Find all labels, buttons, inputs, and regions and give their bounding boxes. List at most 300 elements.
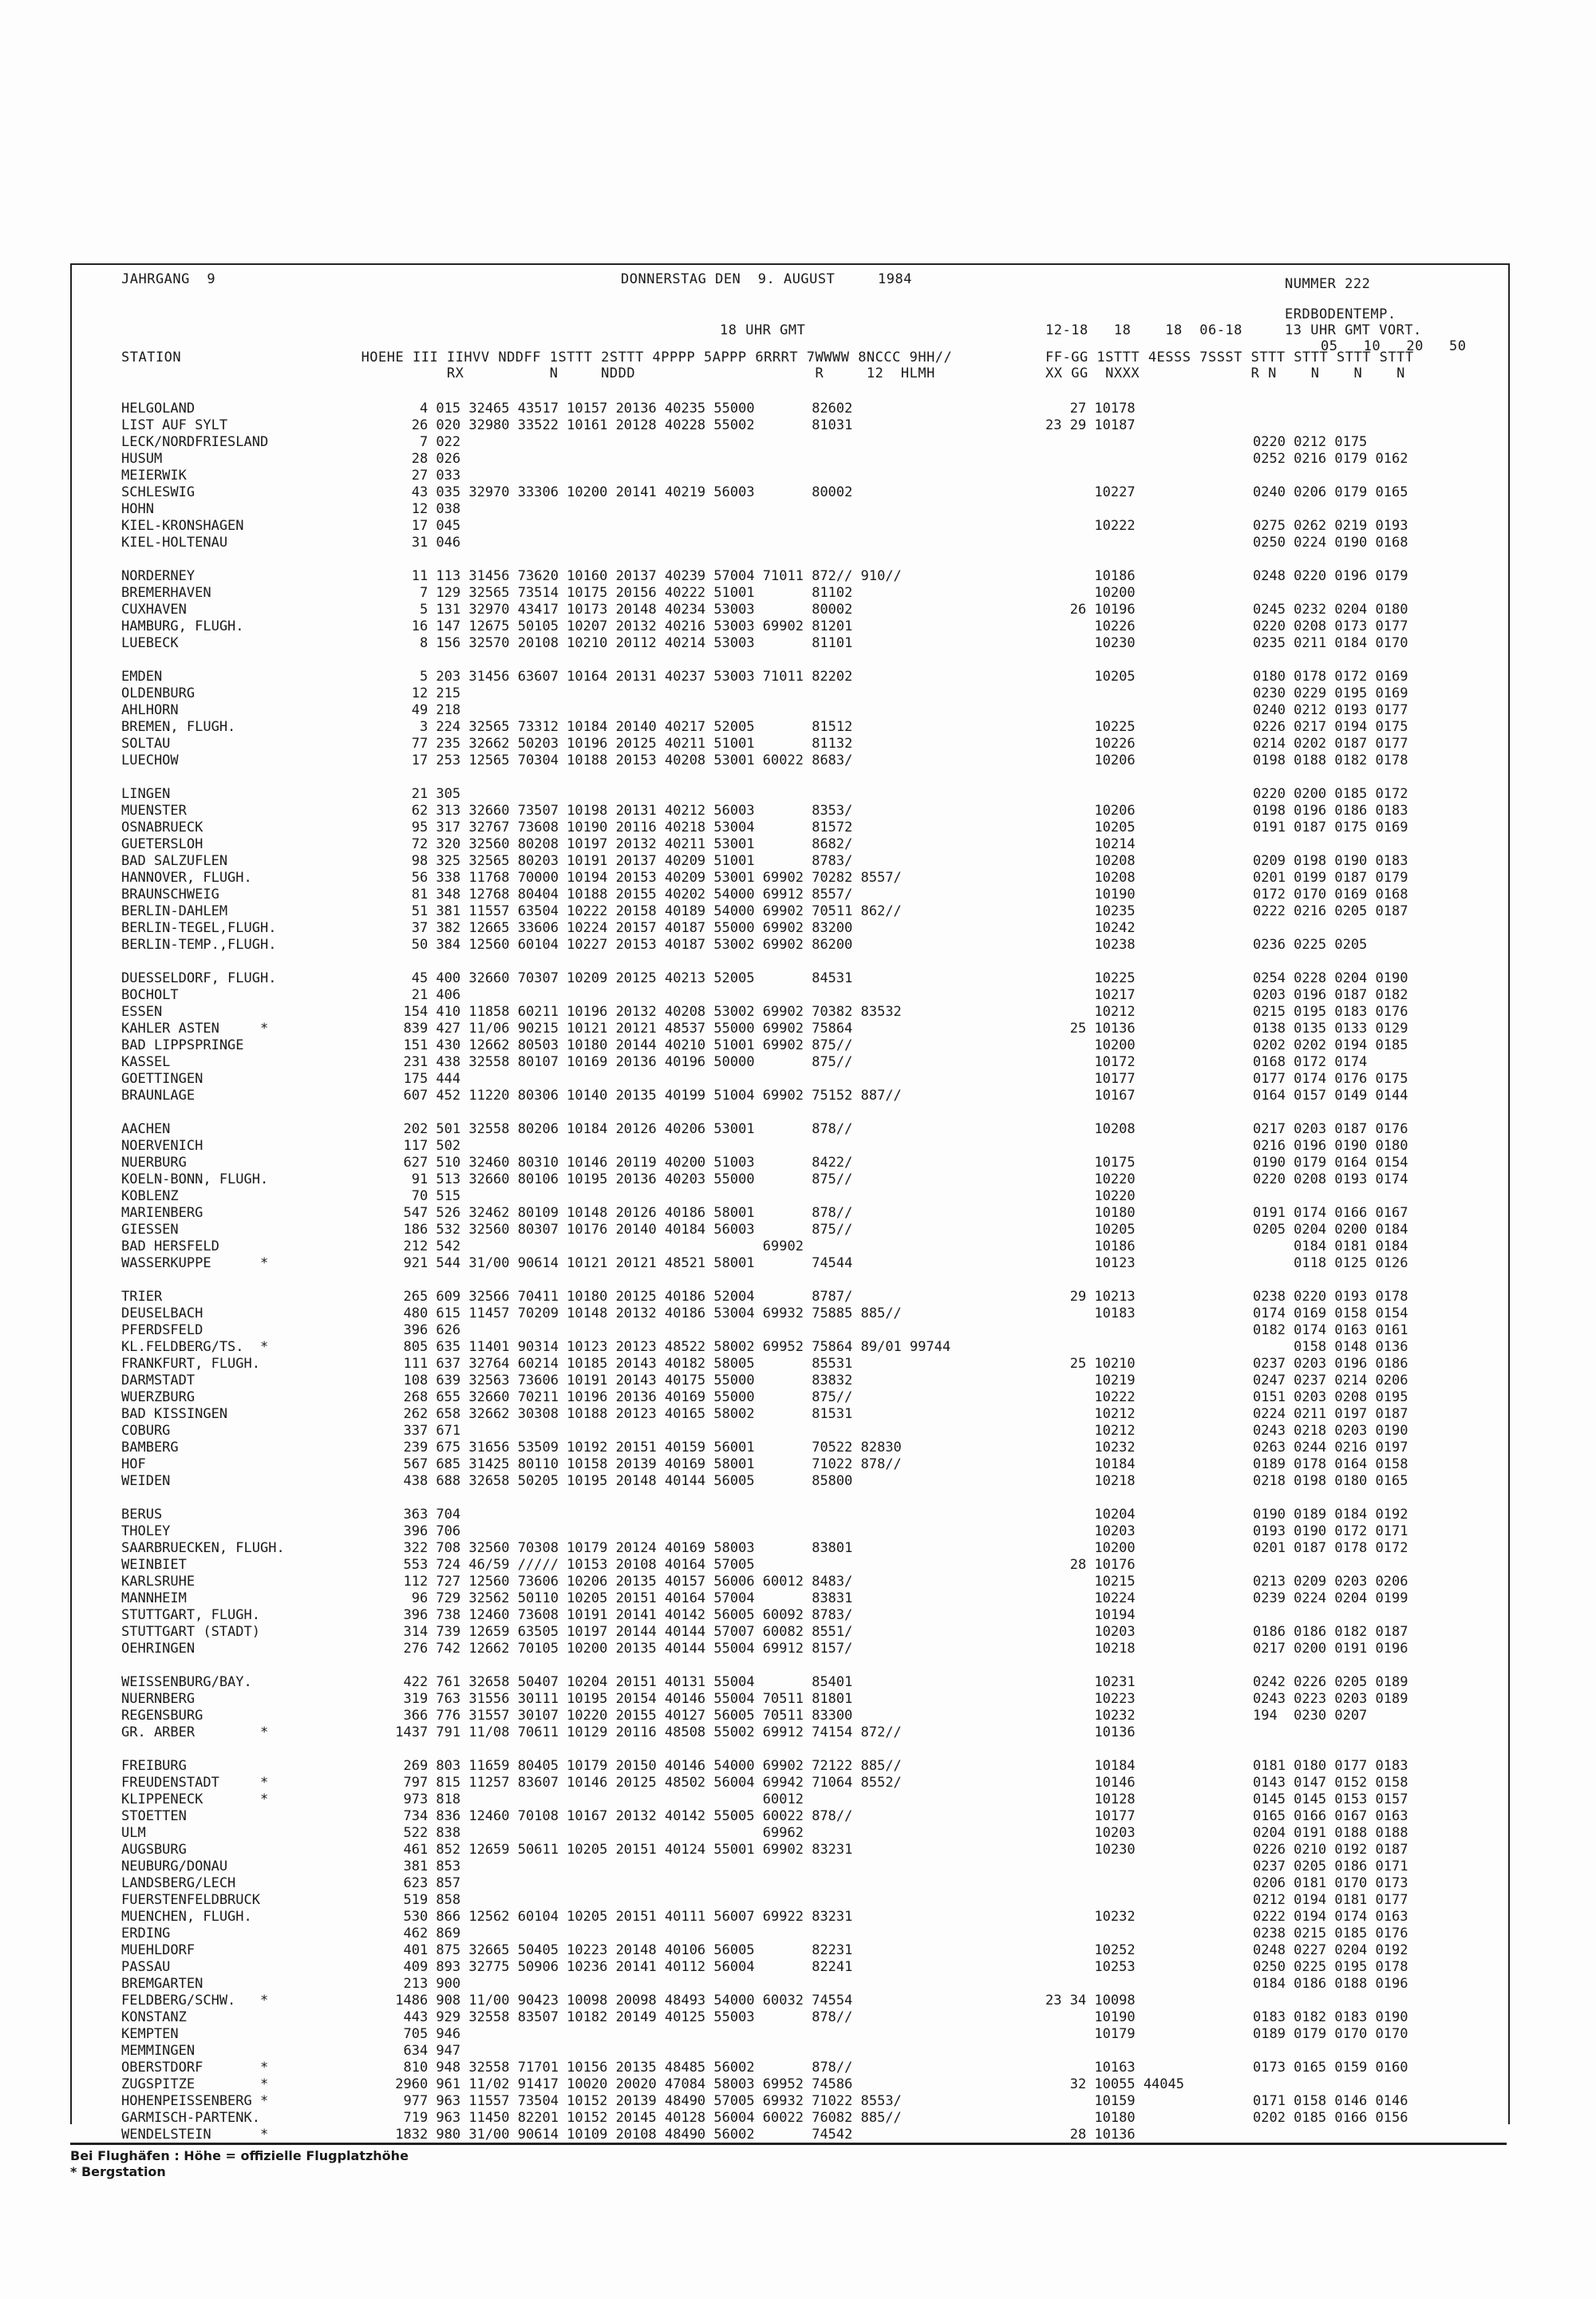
- synop-row: 27 033: [387, 468, 461, 484]
- station-row: KIEL-KRONSHAGEN: [121, 518, 244, 534]
- extreme-row: [1045, 1339, 1181, 1356]
- time-group: 18 UHR GMT: [720, 322, 806, 338]
- synop-row: 70 515: [387, 1188, 461, 1204]
- station-row: KAHLER ASTEN *: [121, 1021, 269, 1037]
- station-row: LIST AUF SYLT: [121, 417, 228, 433]
- column-header-1: STATION HOEHE III IIHVV NDDFF 1STTT 2STTT 4PPPP 5APPP 6RRRT 7WWWW 8NCCC 9HH//: [121, 350, 953, 365]
- synop-row: 16 147 12675 50105 10207 20132 40216 53003 69902 81201: [387, 618, 853, 634]
- extreme-row: 10223: [1045, 1691, 1136, 1707]
- station-row: EMDEN: [121, 669, 163, 685]
- station-row: OSNABRUECK: [121, 820, 203, 835]
- extreme-row: 10212: [1045, 1406, 1136, 1422]
- soil-row: 0177 0174 0176 0175: [1253, 1071, 1408, 1087]
- soil-row: 0230 0229 0195 0169: [1253, 685, 1408, 701]
- station-row: LECK/NORDFRIESLAND: [121, 434, 269, 450]
- extreme-row: 10203: [1045, 1624, 1136, 1640]
- station-row: [121, 652, 385, 669]
- synop-row: 973 818 60012: [387, 1791, 804, 1807]
- footnote-airport: Bei Flughäfen : Höhe = offizielle Flugplatzhöhe: [70, 2148, 409, 2163]
- soil-row: 0242 0226 0205 0189: [1253, 1674, 1408, 1690]
- station-row: AACHEN: [121, 1121, 171, 1137]
- extreme-row: 10220: [1045, 1171, 1136, 1187]
- report-number: NUMMER 222: [1285, 276, 1371, 292]
- soil-row: 0237 0203 0196 0186: [1253, 1356, 1408, 1372]
- extreme-row: 10217: [1045, 987, 1136, 1003]
- station-row: WEIDEN: [121, 1473, 171, 1489]
- station-row: FRANKFURT, FLUGH.: [121, 1356, 260, 1372]
- soil-row: 0165 0166 0167 0163: [1253, 1808, 1408, 1824]
- extreme-row: 10177: [1045, 1808, 1136, 1824]
- soil-row: 0263 0244 0216 0197: [1253, 1440, 1408, 1456]
- station-row: HANNOVER, FLUGH.: [121, 870, 252, 886]
- station-column: [121, 401, 385, 2143]
- extreme-row: 10252: [1045, 1942, 1136, 1958]
- soil-row: [1253, 2043, 1492, 2060]
- extreme-row: [1045, 786, 1181, 803]
- soil-row: 0184 0181 0184: [1253, 1238, 1408, 1254]
- station-row: BERUS: [121, 1507, 163, 1523]
- extreme-row: [1045, 702, 1181, 719]
- soil-row: 0180 0178 0172 0169: [1253, 669, 1408, 685]
- extreme-row: 10230: [1045, 635, 1136, 651]
- synop-row: 31 046: [387, 535, 461, 551]
- extreme-row: 10203: [1045, 1523, 1136, 1539]
- synop-row: 519 858: [387, 1892, 461, 1908]
- soil-row: 0209 0198 0190 0183: [1253, 853, 1408, 869]
- synop-row: 50 384 12560 60104 10227 20153 40187 53002 69902 86200: [387, 937, 853, 953]
- extreme-row: [1045, 954, 1181, 970]
- synop-row: 96 729 32562 50110 10205 20151 40164 57004 83831: [387, 1590, 853, 1606]
- soil-row: 0193 0190 0172 0171: [1253, 1523, 1408, 1539]
- station-row: KOBLENZ: [121, 1188, 179, 1204]
- soil-row: 0248 0220 0196 0179: [1253, 568, 1408, 584]
- extreme-row: 23 34 10098: [1045, 1993, 1136, 2009]
- station-row: WASSERKUPPE *: [121, 1255, 269, 1271]
- soil-row: 0275 0262 0219 0193: [1253, 518, 1408, 534]
- station-row: OLDENBURG: [121, 685, 196, 701]
- synop-row: 396 706: [387, 1523, 461, 1539]
- soil-row: 0224 0211 0197 0187: [1253, 1406, 1408, 1422]
- soil-row: 0220 0200 0185 0172: [1253, 786, 1408, 802]
- jahrgang: JAHRGANG 9: [121, 271, 216, 287]
- soil-row: 0220 0208 0173 0177: [1253, 618, 1408, 634]
- extreme-row: 10235: [1045, 903, 1136, 919]
- synop-row: 98 325 32565 80203 10191 20137 40209 51001 8783/: [387, 853, 853, 869]
- extreme-row: 10225: [1045, 970, 1136, 986]
- soil-row: [1253, 1607, 1492, 1624]
- extreme-row: 10222: [1045, 1389, 1136, 1405]
- soil-row: [1253, 501, 1492, 518]
- extreme-row: 10206: [1045, 803, 1136, 819]
- extreme-row: 10231: [1045, 1674, 1136, 1690]
- synop-row: 977 963 11557 73504 10152 20139 48490 57005 69932 71022 8553/: [387, 2093, 902, 2109]
- synop-row: 810 948 32558 71701 10156 20135 48485 56002 878//: [387, 2060, 853, 2076]
- station-row: LUEBECK: [121, 635, 179, 651]
- soil-row: 0252 0216 0179 0162: [1253, 451, 1408, 467]
- soil-row: 0222 0216 0205 0187: [1253, 903, 1408, 919]
- synop-row: 81 348 12768 80404 10188 20155 40202 54000 69912 8557/: [387, 887, 853, 903]
- extreme-row: [1045, 468, 1181, 484]
- synop-row: 381 853: [387, 1859, 461, 1874]
- soil-depths: 05 10 20 50: [1321, 338, 1467, 354]
- soil-row: [1253, 652, 1492, 669]
- soil-row: 0189 0179 0170 0170: [1253, 2026, 1408, 2042]
- soil-row: [1253, 1272, 1492, 1289]
- station-row: CUXHAVEN: [121, 602, 187, 618]
- synop-row: 461 852 12659 50611 10205 20151 40124 55001 69902 83231: [387, 1842, 853, 1858]
- station-row: LUECHOW: [121, 753, 179, 768]
- station-row: GR. ARBER *: [121, 1724, 269, 1740]
- extreme-row: 10253: [1045, 1959, 1136, 1975]
- station-row: NUERNBERG: [121, 1691, 196, 1707]
- extreme-row: 10218: [1045, 1473, 1136, 1489]
- station-row: MUENSTER: [121, 803, 187, 819]
- station-row: THOLEY: [121, 1523, 171, 1539]
- station-row: BRAUNLAGE: [121, 1088, 196, 1104]
- synop-row: 212 542 69902: [387, 1238, 804, 1254]
- station-row: MARIENBERG: [121, 1205, 203, 1221]
- station-row: LINGEN: [121, 786, 171, 802]
- station-row: BREMGARTEN: [121, 1976, 203, 1992]
- synop-row: 175 444: [387, 1071, 461, 1087]
- soil-row: 0217 0200 0191 0196: [1253, 1641, 1408, 1657]
- synop-row: 322 708 32560 70308 10179 20124 40169 58003 83801: [387, 1540, 853, 1556]
- synop-row: 705 946: [387, 2026, 461, 2042]
- synop-row: 530 866 12562 60104 10205 20151 40111 56007 69922 83231: [387, 1909, 853, 1925]
- soil-row: 0238 0220 0193 0178: [1253, 1289, 1408, 1305]
- extreme-row: 28 10136: [1045, 2127, 1136, 2143]
- synop-row: 839 427 11/06 90215 10121 20121 48537 55000 69902 75864: [387, 1021, 853, 1037]
- extreme-row: 10214: [1045, 836, 1136, 852]
- synop-row: 607 452 11220 80306 10140 20135 40199 51004 69902 75152 887//: [387, 1088, 902, 1104]
- station-row: [121, 1104, 385, 1121]
- station-row: KONSTANZ: [121, 2009, 187, 2025]
- extreme-row: [1045, 1657, 1181, 1674]
- synop-row: 95 317 32767 73608 10190 20116 40218 53004 81572: [387, 820, 853, 835]
- soil-row: [1253, 920, 1492, 937]
- station-row: GARMISCH-PARTENK.: [121, 2110, 260, 2126]
- extreme-row: 10232: [1045, 1909, 1136, 1925]
- extreme-row: 10208: [1045, 1121, 1136, 1137]
- synop-row: 186 532 32560 80307 10176 20140 40184 56003 875//: [387, 1222, 853, 1238]
- station-row: COBURG: [121, 1423, 171, 1439]
- synop-row: 396 738 12460 73608 10191 20141 40142 56005 60092 8783/: [387, 1607, 853, 1623]
- station-row: BAD KISSINGEN: [121, 1406, 228, 1422]
- station-row: ERDING: [121, 1926, 171, 1942]
- extreme-row: 10136: [1045, 1724, 1136, 1740]
- soil-row: 0226 0217 0194 0175: [1253, 719, 1408, 735]
- extreme-row: [1045, 1138, 1181, 1155]
- synop-row: 112 727 12560 73606 10206 20135 40157 56006 60012 8483/: [387, 1574, 853, 1590]
- extreme-row: [1045, 685, 1181, 702]
- synop-row: 8 156 32570 20108 10210 20112 40214 53003 81101: [387, 635, 853, 651]
- station-row: HUSUM: [121, 451, 163, 467]
- station-row: SOLTAU: [121, 736, 171, 752]
- synop-row: 111 637 32764 60214 10185 20143 40182 58005 85531: [387, 1356, 853, 1372]
- synop-row: 396 626: [387, 1322, 461, 1338]
- station-row: ZUGSPITZE *: [121, 2076, 269, 2092]
- station-row: HOF: [121, 1456, 146, 1472]
- synop-row: 366 776 31557 30107 10220 20155 40127 56005 70511 83300: [387, 1708, 853, 1724]
- synop-row: 72 320 32560 80208 10197 20132 40211 53001 8682/: [387, 836, 853, 852]
- synop-row: 337 671: [387, 1423, 461, 1439]
- extreme-row: 10175: [1045, 1155, 1136, 1171]
- station-row: BERLIN-TEMP.,FLUGH.: [121, 937, 277, 953]
- soil-row: [1253, 1104, 1492, 1121]
- soil-row: 0213 0209 0203 0206: [1253, 1574, 1408, 1590]
- extreme-row: [1045, 551, 1181, 568]
- extreme-row: 10218: [1045, 1641, 1136, 1657]
- soil-row: 0138 0135 0133 0129: [1253, 1021, 1408, 1037]
- soil-row: 0201 0199 0187 0179: [1253, 870, 1408, 886]
- extreme-row: 10225: [1045, 719, 1136, 735]
- extreme-row: 10226: [1045, 736, 1136, 752]
- extreme-header-2: FF-GG 1STTT 4ESSS 7SSST STTT STTT STTT STTT: [1045, 350, 1414, 365]
- station-row: SCHLESWIG: [121, 484, 196, 500]
- soil-row: [1253, 954, 1492, 970]
- soil-row: 0143 0147 0152 0158: [1253, 1775, 1408, 1791]
- soil-row: [1253, 1993, 1492, 2009]
- station-row: WEINBIET: [121, 1557, 187, 1573]
- synop-row: 276 742 12662 70105 10200 20135 40144 55004 69912 8157/: [387, 1641, 853, 1657]
- soil-row: 0220 0212 0175: [1253, 434, 1368, 450]
- station-row: REGENSBURG: [121, 1708, 203, 1724]
- extreme-row: 10172: [1045, 1054, 1136, 1070]
- synop-row: 117 502: [387, 1138, 461, 1154]
- soil-row: 0186 0186 0182 0187: [1253, 1624, 1408, 1640]
- station-row: PFERDSFELD: [121, 1322, 203, 1338]
- soil-row: 0191 0187 0175 0169: [1253, 820, 1408, 835]
- station-row: OBERSTDORF *: [121, 2060, 269, 2076]
- station-row: [121, 1490, 385, 1507]
- soil-row: [1253, 2076, 1492, 2093]
- extreme-row: 10222: [1045, 518, 1136, 534]
- station-row: DEUSELBACH: [121, 1306, 203, 1321]
- station-row: LANDSBERG/LECH: [121, 1875, 236, 1891]
- synop-row: 17 253 12565 70304 10188 20153 40208 53001 60022 8683/: [387, 753, 853, 768]
- soil-row: 0248 0227 0204 0192: [1253, 1942, 1408, 1958]
- extreme-row: [1045, 1892, 1181, 1909]
- station-row: MEMMINGEN: [121, 2043, 196, 2059]
- station-row: WENDELSTEIN *: [121, 2127, 269, 2143]
- synop-row: 21 406: [387, 987, 461, 1003]
- soil-row: 0240 0206 0179 0165: [1253, 484, 1408, 500]
- station-row: HOHENPEISSENBERG *: [121, 2093, 269, 2109]
- station-row: BAD SALZUFLEN: [121, 853, 228, 869]
- soil-row: [1253, 585, 1492, 602]
- extreme-row: 10204: [1045, 1507, 1136, 1523]
- soil-row: [1253, 1657, 1492, 1674]
- extreme-row: 10200: [1045, 585, 1136, 601]
- soil-row: 0240 0212 0193 0177: [1253, 702, 1408, 718]
- extreme-row: 10167: [1045, 1088, 1136, 1104]
- soil-row: [1253, 769, 1492, 786]
- station-row: PASSAU: [121, 1959, 171, 1975]
- station-row: MEIERWIK: [121, 468, 187, 484]
- soil-row: 0215 0195 0183 0176: [1253, 1004, 1408, 1020]
- soil-row: 0151 0203 0208 0195: [1253, 1389, 1408, 1405]
- extreme-row: 10227: [1045, 484, 1136, 500]
- extreme-row: [1045, 535, 1181, 551]
- synop-row: 239 675 31656 53509 10192 20151 40159 56001 70522 82830: [387, 1440, 902, 1456]
- synop-row: 268 655 32660 70211 10196 20136 40169 55000 875//: [387, 1389, 853, 1405]
- extreme-row: [1045, 451, 1181, 468]
- synop-row: 2960 961 11/02 91417 10020 20020 47084 58003 69952 74586: [387, 2076, 853, 2092]
- synop-row: [387, 1272, 1025, 1289]
- soil-row: 0222 0194 0174 0163: [1253, 1909, 1408, 1925]
- soil-row: 0214 0202 0187 0177: [1253, 736, 1408, 752]
- extreme-row: [1045, 1490, 1181, 1507]
- soil-row: [1253, 551, 1492, 568]
- soil-row: 0218 0198 0180 0165: [1253, 1473, 1408, 1489]
- synop-row: 422 761 32658 50407 10204 20151 40131 55004 85401: [387, 1674, 853, 1690]
- soil-row: 0182 0174 0163 0161: [1253, 1322, 1408, 1338]
- extreme-row: 32 10055 44045: [1045, 2076, 1184, 2092]
- soil-row: 0250 0224 0190 0168: [1253, 535, 1408, 551]
- extreme-row: 10159: [1045, 2093, 1136, 2109]
- station-row: [121, 769, 385, 786]
- extreme-row: 10220: [1045, 1188, 1136, 1204]
- station-row: BERLIN-TEGEL,FLUGH.: [121, 920, 277, 936]
- station-row: BREMEN, FLUGH.: [121, 719, 236, 735]
- soil-row: 0212 0194 0181 0177: [1253, 1892, 1408, 1908]
- extreme-row: [1045, 1741, 1181, 1758]
- synop-row: 4 015 32465 43517 10157 20136 40235 55000 82602: [387, 401, 853, 417]
- soil-row: [1253, 1490, 1492, 1507]
- synop-row: [387, 1657, 1025, 1674]
- extreme-header-1: 12-18 18 18 06-18: [1045, 322, 1242, 338]
- synop-row: 62 313 32660 73507 10198 20131 40212 56003 8353/: [387, 803, 853, 819]
- extreme-row: 25 10210: [1045, 1356, 1136, 1372]
- synop-row: 269 803 11659 80405 10179 20150 40146 54000 69902 72122 885//: [387, 1758, 902, 1774]
- extreme-row: 10224: [1045, 1590, 1136, 1606]
- synop-row: 634 947: [387, 2043, 461, 2059]
- synop-row: 56 338 11768 70000 10194 20153 40209 53001 69902 70282 8557/: [387, 870, 902, 886]
- station-row: FREUDENSTADT *: [121, 1775, 269, 1791]
- extreme-row: 10232: [1045, 1708, 1136, 1724]
- soil-row: 0204 0191 0188 0188: [1253, 1825, 1408, 1841]
- synop-row: 108 639 32563 73606 10191 20143 40175 55000 83832: [387, 1373, 853, 1388]
- station-row: AHLHORN: [121, 702, 179, 718]
- station-row: STUTTGART (STADT): [121, 1624, 260, 1640]
- extreme-row: 10163: [1045, 2060, 1136, 2076]
- soil-row: 0254 0228 0204 0190: [1253, 970, 1408, 986]
- weather-table-frame: [70, 263, 1510, 2143]
- soil-row: [1253, 468, 1492, 484]
- soil-row: 0189 0178 0164 0158: [1253, 1456, 1408, 1472]
- extreme-row: 10219: [1045, 1373, 1136, 1388]
- soil-row: 0190 0189 0184 0192: [1253, 1507, 1408, 1523]
- extreme-row: 10177: [1045, 1071, 1136, 1087]
- extreme-row: 10232: [1045, 1440, 1136, 1456]
- synop-row: 480 615 11457 70209 10148 20132 40186 53004 69932 75885 885//: [387, 1306, 902, 1321]
- extreme-row: [1045, 1976, 1181, 1993]
- station-row: KARLSRUHE: [121, 1574, 196, 1590]
- soil-row: 0173 0165 0159 0160: [1253, 2060, 1408, 2076]
- station-row: GOETTINGEN: [121, 1071, 203, 1087]
- extreme-row: 29 10213: [1045, 1289, 1136, 1305]
- extreme-row: 26 10196: [1045, 602, 1136, 618]
- station-row: NUERBURG: [121, 1155, 187, 1171]
- extreme-row: 25 10136: [1045, 1021, 1136, 1037]
- extreme-row: 10205: [1045, 669, 1136, 685]
- synop-row: 1437 791 11/08 70611 10129 20116 48508 55002 69912 74154 872//: [387, 1724, 902, 1740]
- synop-row: 734 836 12460 70108 10167 20132 40142 55005 60022 878//: [387, 1808, 853, 1824]
- station-row: KLIPPENECK *: [121, 1791, 269, 1807]
- station-row: NORDERNEY: [121, 568, 196, 584]
- station-row: AUGSBURG: [121, 1842, 187, 1858]
- station-row: [121, 954, 385, 970]
- extreme-row: 10205: [1045, 1222, 1136, 1238]
- synop-column: [387, 401, 1025, 2143]
- station-row: KIEL-HOLTENAU: [121, 535, 228, 551]
- soil-row: 0247 0237 0214 0206: [1253, 1373, 1408, 1388]
- station-row: BREMERHAVEN: [121, 585, 211, 601]
- station-row: MANNHEIM: [121, 1590, 187, 1606]
- extreme-row: 10203: [1045, 1825, 1136, 1841]
- extreme-row: 10183: [1045, 1306, 1136, 1321]
- soil-row: 0191 0174 0166 0167: [1253, 1205, 1408, 1221]
- station-row: ULM: [121, 1825, 146, 1841]
- extreme-row: 10184: [1045, 1456, 1136, 1472]
- synop-row: 553 724 46/59 ///// 10153 20108 40164 57005: [387, 1557, 755, 1573]
- synop-row: 202 501 32558 80206 10184 20126 40206 53001 878//: [387, 1121, 853, 1137]
- synop-row: [387, 652, 1025, 669]
- synop-row: 627 510 32460 80310 10146 20119 40200 51003 8422/: [387, 1155, 853, 1171]
- station-row: BAD LIPPSPRINGE: [121, 1037, 244, 1053]
- extreme-row: [1045, 2043, 1181, 2060]
- station-row: BOCHOLT: [121, 987, 179, 1003]
- station-row: MUEHLDORF: [121, 1942, 196, 1958]
- station-row: KASSEL: [121, 1054, 171, 1070]
- station-row: DUESSELDORF, FLUGH.: [121, 970, 277, 986]
- extreme-row: 10190: [1045, 2009, 1136, 2025]
- soil-row: 0216 0196 0190 0180: [1253, 1138, 1408, 1154]
- station-row: STUTTGART, FLUGH.: [121, 1607, 260, 1623]
- extreme-row: 10200: [1045, 1037, 1136, 1053]
- synop-row: 77 235 32662 50203 10196 20125 40211 51001 81132: [387, 736, 853, 752]
- synop-row: 231 438 32558 80107 10169 20136 40196 50000 875//: [387, 1054, 853, 1070]
- synop-row: 719 963 11450 82201 10152 20145 40128 56004 60022 76082 885//: [387, 2110, 902, 2126]
- synop-row: 1486 908 11/00 90423 10098 20098 48493 54000 60032 74554: [387, 1993, 853, 2009]
- synop-row: 91 513 32660 80106 10195 20136 40203 55000 875//: [387, 1171, 853, 1187]
- extreme-row: 10184: [1045, 1758, 1136, 1774]
- soil-row: 0203 0196 0187 0182: [1253, 987, 1408, 1003]
- bottom-rule: [70, 2143, 1507, 2145]
- soil-row: 0202 0202 0194 0185: [1253, 1037, 1408, 1053]
- station-row: [121, 1657, 385, 1674]
- soil-row: 0237 0205 0186 0171: [1253, 1859, 1408, 1874]
- synop-row: 547 526 32462 80109 10148 20126 40186 58001 878//: [387, 1205, 853, 1221]
- station-row: [121, 1741, 385, 1758]
- extreme-row: [1045, 1104, 1181, 1121]
- soil-row: 0217 0203 0187 0176: [1253, 1121, 1408, 1137]
- extreme-row: 10194: [1045, 1607, 1136, 1623]
- station-row: BRAUNSCHWEIG: [121, 887, 219, 903]
- footnote-mountain: * Bergstation: [70, 2164, 166, 2179]
- soil-row: [1253, 417, 1492, 434]
- synop-row: 12 038: [387, 501, 461, 517]
- station-row: GUETERSLOH: [121, 836, 203, 852]
- station-row: WEISSENBURG/BAY.: [121, 1674, 252, 1690]
- soil-row: [1253, 1724, 1492, 1741]
- soil-row: [1253, 836, 1492, 853]
- extreme-row: [1045, 1926, 1181, 1942]
- synop-row: 7 022: [387, 434, 461, 450]
- soil-row: 0238 0215 0185 0176: [1253, 1926, 1408, 1942]
- soil-row: 0205 0204 0200 0184: [1253, 1222, 1408, 1238]
- soil-row: 0201 0187 0178 0172: [1253, 1540, 1408, 1556]
